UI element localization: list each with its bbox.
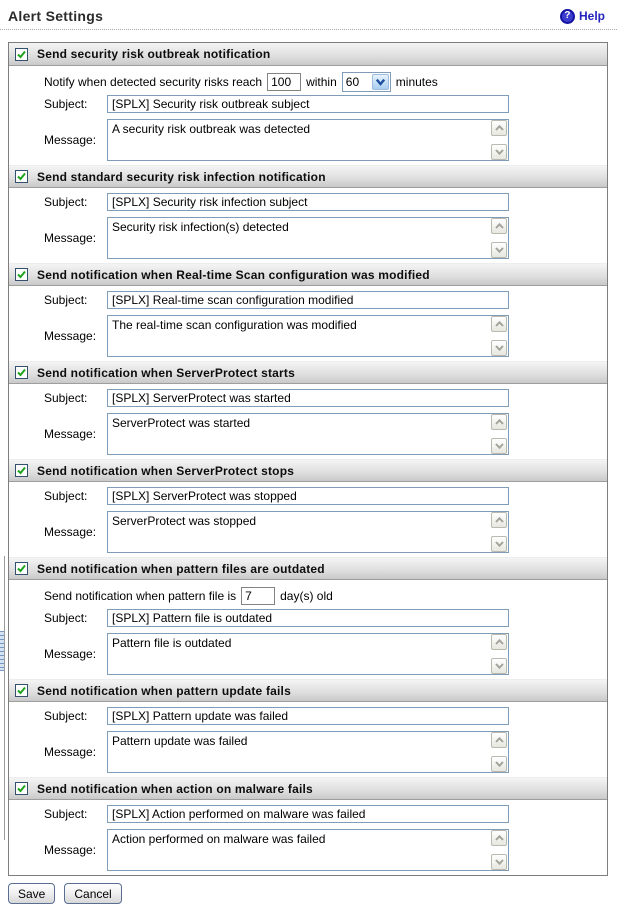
chevron-down-icon <box>494 344 505 352</box>
chevron-up-icon <box>494 516 505 524</box>
alert-section <box>9 459 607 557</box>
subject-input[interactable] <box>107 193 509 211</box>
section-title: Send notification when ServerProtect starts <box>37 365 295 380</box>
checkmark-icon <box>16 171 27 182</box>
chevron-down-icon <box>494 858 505 866</box>
subject-label: Subject: <box>44 611 88 625</box>
textarea-scrollbar <box>491 732 508 772</box>
scroll-down-button[interactable] <box>491 536 507 552</box>
message-textarea[interactable] <box>108 512 491 552</box>
threshold-prefix-label: Notify when detected security risks reach <box>44 75 263 89</box>
subject-label: Subject: <box>44 709 88 723</box>
left-frame-scrollbar-thumb[interactable] <box>0 631 4 671</box>
scroll-down-button[interactable] <box>491 242 507 258</box>
chevron-up-icon <box>494 736 505 744</box>
page-header <box>0 0 617 29</box>
section-body <box>9 384 607 459</box>
scroll-down-button[interactable] <box>491 144 507 160</box>
message-textarea-frame <box>107 511 509 553</box>
section-header <box>9 679 607 702</box>
alert-section <box>9 263 607 361</box>
section-header <box>9 361 607 384</box>
subject-row <box>44 291 607 309</box>
threshold-input[interactable] <box>267 73 301 91</box>
scroll-up-button[interactable] <box>491 120 507 136</box>
chevron-down-icon <box>372 74 389 90</box>
message-row <box>44 217 607 259</box>
checkmark-icon <box>16 685 27 696</box>
chevron-up-icon <box>494 124 505 132</box>
message-row <box>44 511 607 553</box>
scroll-up-button[interactable] <box>491 634 507 650</box>
chevron-down-icon <box>494 246 505 254</box>
message-textarea-frame <box>107 829 509 871</box>
section-enabled-checkbox[interactable] <box>15 684 28 697</box>
threshold-middle-label: within <box>306 75 337 89</box>
message-textarea-frame <box>107 633 509 675</box>
threshold-row <box>44 585 607 607</box>
subject-row <box>44 193 607 211</box>
textarea-scrollbar <box>491 634 508 674</box>
message-label: Message: <box>44 525 97 539</box>
message-textarea[interactable] <box>108 732 491 772</box>
message-label: Message: <box>44 231 97 245</box>
message-label: Message: <box>44 329 97 343</box>
message-label: Message: <box>44 745 97 759</box>
message-row <box>44 315 607 357</box>
section-title: Send notification when ServerProtect stops <box>37 463 295 478</box>
threshold-prefix-label: Send notification when pattern file is <box>44 589 237 603</box>
subject-row <box>44 95 607 113</box>
message-row <box>44 413 607 455</box>
scroll-up-button[interactable] <box>491 732 507 748</box>
page-title: Alert Settings <box>8 8 104 24</box>
message-textarea[interactable] <box>108 316 491 356</box>
message-label: Message: <box>44 133 97 147</box>
subject-row <box>44 805 607 823</box>
message-textarea-frame <box>107 413 509 455</box>
subject-input[interactable] <box>107 609 509 627</box>
alert-section <box>9 361 607 459</box>
section-header <box>9 777 607 800</box>
subject-input[interactable] <box>107 291 509 309</box>
message-row <box>44 119 607 161</box>
message-label: Message: <box>44 647 97 661</box>
minutes-select[interactable] <box>342 72 391 92</box>
textarea-scrollbar <box>491 120 508 160</box>
threshold-suffix-label: minutes <box>395 75 438 89</box>
chevron-up-icon <box>494 638 505 646</box>
message-label: Message: <box>44 843 97 857</box>
section-enabled-checkbox[interactable] <box>15 268 28 281</box>
checkmark-icon <box>16 269 27 280</box>
subject-input[interactable] <box>107 707 509 725</box>
section-body <box>9 188 607 263</box>
message-textarea[interactable] <box>108 830 491 870</box>
save-button[interactable]: Save <box>8 883 55 904</box>
message-textarea[interactable] <box>108 414 491 454</box>
textarea-scrollbar <box>491 414 508 454</box>
subject-row <box>44 389 607 407</box>
left-frame-border <box>4 556 5 840</box>
checkmark-icon <box>16 49 27 60</box>
scroll-down-button[interactable] <box>491 658 507 674</box>
scroll-up-button[interactable] <box>491 414 507 430</box>
chevron-down-icon <box>494 760 505 768</box>
message-row <box>44 731 607 773</box>
section-header <box>9 459 607 482</box>
message-row <box>44 633 607 675</box>
checkmark-icon <box>16 465 27 476</box>
section-title: Send notification when pattern files are outdated <box>37 561 325 576</box>
subject-label: Subject: <box>44 807 88 821</box>
alert-section <box>9 165 607 263</box>
section-body <box>9 482 607 557</box>
subject-input[interactable] <box>107 389 509 407</box>
message-textarea[interactable] <box>108 634 491 674</box>
scroll-down-button[interactable] <box>491 438 507 454</box>
alert-section <box>9 557 607 679</box>
subject-row <box>44 609 607 627</box>
section-body <box>9 702 607 777</box>
scroll-up-button[interactable] <box>491 512 507 528</box>
message-row <box>44 829 607 871</box>
section-title: Send notification when action on malware fails <box>37 781 313 796</box>
help-label: Help <box>578 9 605 23</box>
subject-label: Subject: <box>44 391 88 405</box>
alert-section <box>9 43 607 165</box>
chevron-down-icon <box>494 442 505 450</box>
subject-row <box>44 707 607 725</box>
textarea-scrollbar <box>491 316 508 356</box>
alert-section <box>9 679 607 777</box>
chevron-up-icon <box>494 418 505 426</box>
section-body <box>9 800 607 875</box>
message-textarea-frame <box>107 119 509 161</box>
chevron-down-icon <box>494 148 505 156</box>
checkmark-icon <box>16 563 27 574</box>
section-header <box>9 43 607 66</box>
section-enabled-checkbox[interactable] <box>15 562 28 575</box>
help-icon: ? <box>560 9 575 24</box>
checkmark-icon <box>16 783 27 794</box>
action-bar <box>8 883 617 904</box>
textarea-scrollbar <box>491 218 508 258</box>
threshold-row <box>44 71 607 93</box>
message-textarea[interactable] <box>108 120 491 160</box>
section-enabled-checkbox[interactable] <box>15 48 28 61</box>
message-textarea-frame <box>107 315 509 357</box>
scroll-down-button[interactable] <box>491 854 507 870</box>
chevron-up-icon <box>494 222 505 230</box>
textarea-scrollbar <box>491 512 508 552</box>
chevron-up-icon <box>494 834 505 842</box>
minutes-select-value: 60 <box>345 75 360 89</box>
section-title: Send notification when pattern update fails <box>37 683 291 698</box>
section-enabled-checkbox[interactable] <box>15 782 28 795</box>
scroll-up-button[interactable] <box>491 316 507 332</box>
help-link[interactable] <box>560 9 605 24</box>
section-title: Send notification when Real-time Scan configuration was modified <box>37 267 430 282</box>
subject-label: Subject: <box>44 293 88 307</box>
section-body <box>9 66 607 165</box>
alert-section <box>9 777 607 875</box>
section-body <box>9 286 607 361</box>
section-enabled-checkbox[interactable] <box>15 366 28 379</box>
message-textarea[interactable] <box>108 218 491 258</box>
subject-input[interactable] <box>107 487 509 505</box>
subject-input[interactable] <box>107 95 509 113</box>
cancel-button[interactable]: Cancel <box>64 883 121 904</box>
subject-input[interactable] <box>107 805 509 823</box>
message-textarea-frame <box>107 217 509 259</box>
chevron-up-icon <box>494 320 505 328</box>
textarea-scrollbar <box>491 830 508 870</box>
section-header <box>9 165 607 188</box>
section-title: Send standard security risk infection notification <box>37 169 326 184</box>
section-enabled-checkbox[interactable] <box>15 464 28 477</box>
section-title: Send security risk outbreak notification <box>37 47 271 61</box>
section-body <box>9 580 607 679</box>
chevron-down-icon <box>494 662 505 670</box>
alert-sections-container <box>8 42 608 876</box>
subject-label: Subject: <box>44 195 88 209</box>
subject-label: Subject: <box>44 489 88 503</box>
section-enabled-checkbox[interactable] <box>15 170 28 183</box>
message-textarea-frame <box>107 731 509 773</box>
chevron-down-icon <box>494 540 505 548</box>
scroll-up-button[interactable] <box>491 830 507 846</box>
threshold-suffix-label: day(s) old <box>280 589 333 603</box>
checkmark-icon <box>16 367 27 378</box>
section-header <box>9 557 607 580</box>
message-label: Message: <box>44 427 97 441</box>
header-divider <box>0 29 617 30</box>
section-header <box>9 263 607 286</box>
subject-label: Subject: <box>44 97 88 111</box>
scroll-down-button[interactable] <box>491 756 507 772</box>
scroll-down-button[interactable] <box>491 340 507 356</box>
scroll-up-button[interactable] <box>491 218 507 234</box>
subject-row <box>44 487 607 505</box>
threshold-input[interactable] <box>241 587 275 605</box>
